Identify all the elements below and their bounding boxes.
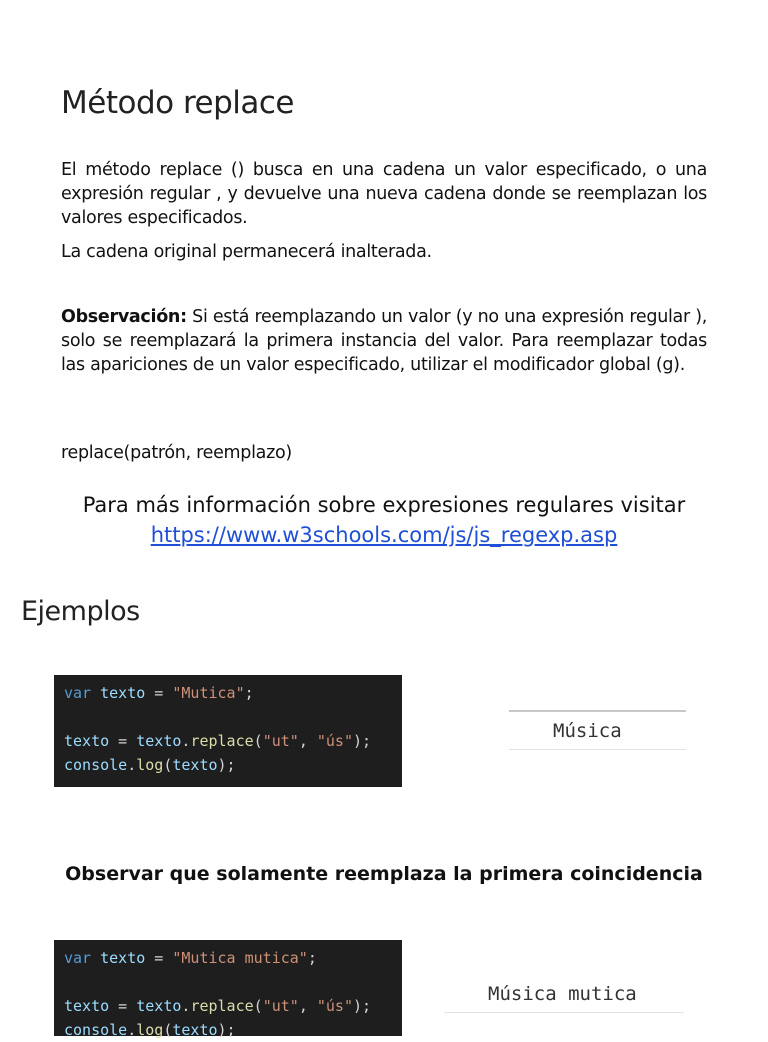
console-output-1: Música: [509, 710, 686, 750]
syntax-line: replace(patrón, reemplazo): [61, 443, 292, 463]
original-note: La cadena original permanecerá inalterada.: [61, 242, 432, 262]
console-output-2: Música mutica: [444, 977, 684, 1013]
observation-text: Si está reemplazando un valor (y no una expresión regular ), solo se reemplazará la primera instancia del valor. Para reemplazar todas las apariciones de un valor especificado, utilizar el modificador global (g).: [61, 307, 707, 375]
code-line: var texto = "Mutica mutica";: [64, 949, 317, 967]
code-line: texto = texto.replace("ut", "ús");: [64, 997, 372, 1015]
code-line-blank: [64, 705, 392, 729]
more-info: [0, 490, 768, 550]
code-line: var texto = "Mutica";: [64, 684, 254, 702]
observation-paragraph: [61, 305, 707, 377]
observation-label: Observación:: [61, 307, 187, 327]
page-title: Método replace: [61, 84, 294, 121]
note-text: Observar que solamente reemplaza la primera coincidencia: [65, 863, 703, 885]
code-line: texto = texto.replace("ut", "ús");: [64, 732, 372, 750]
examples-heading: Ejemplos: [21, 596, 140, 627]
intro-paragraph: El método replace () busca en una cadena un valor especificado, o una expresión regular , y devuelve una nueva cadena donde se reemplazan los valores especificados.: [61, 160, 707, 228]
code-block-1: [54, 675, 402, 787]
code-block-2: [54, 940, 402, 1039]
code-line: console.log(texto);: [64, 1021, 236, 1039]
more-info-text: Para más información sobre expresiones regulares visitar: [82, 493, 686, 517]
regexp-link[interactable]: https://www.w3schools.com/js/js_regexp.asp: [150, 523, 618, 547]
code-line-blank: [64, 970, 392, 994]
code-line: console.log(texto);: [64, 756, 236, 774]
